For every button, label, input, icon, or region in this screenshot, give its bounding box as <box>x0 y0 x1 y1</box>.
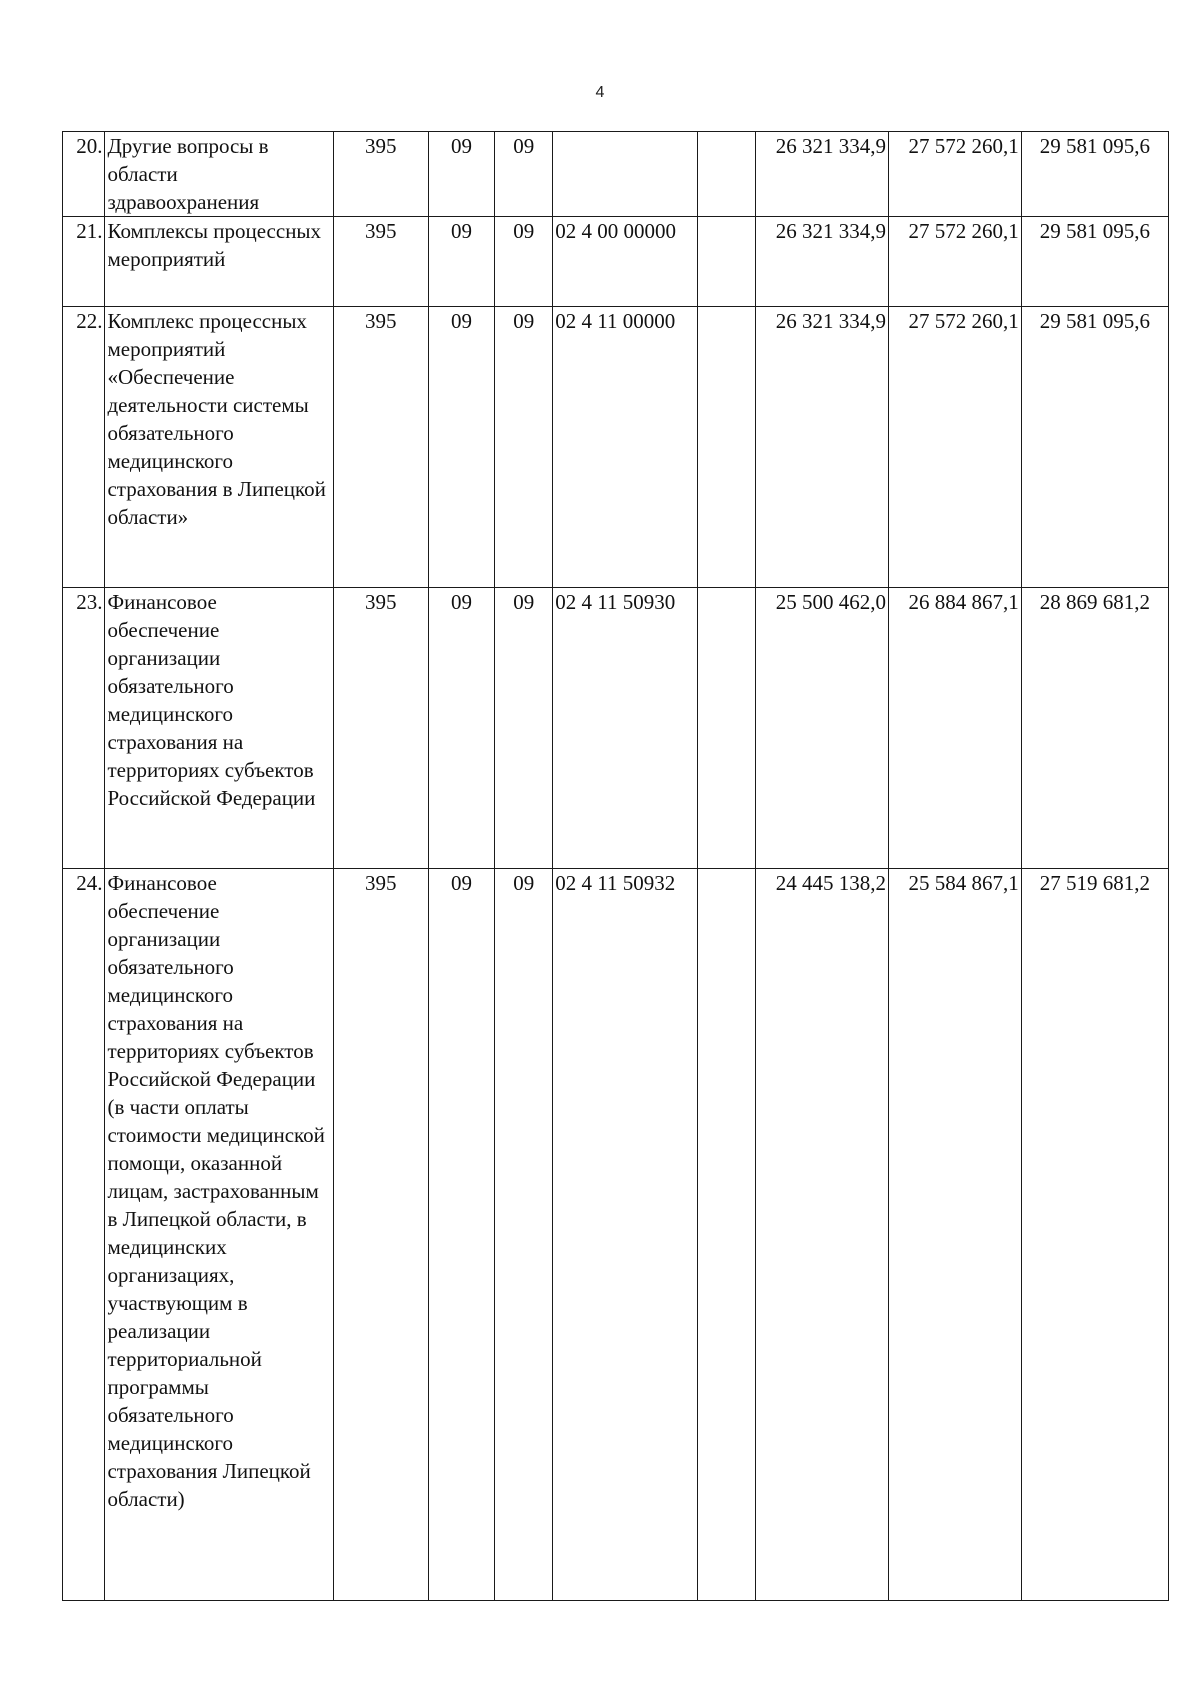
row-name: Финансовое обеспечение организации обязательного медицинского страхования на территориях субъектов Российской Федерации <box>105 588 333 869</box>
section-code: 09 <box>428 869 494 1601</box>
subsection-code: 09 <box>495 588 553 869</box>
grbs-code: 395 <box>333 307 428 588</box>
amount-year-3: 29 581 095,6 <box>1021 307 1168 588</box>
target-article-code <box>553 132 698 217</box>
expense-type-code <box>698 869 756 1601</box>
expense-type-code <box>698 588 756 869</box>
amount-year-2: 27 572 260,1 <box>889 132 1022 217</box>
amount-year-2: 27 572 260,1 <box>889 307 1022 588</box>
subsection-code: 09 <box>495 307 553 588</box>
grbs-code: 395 <box>333 588 428 869</box>
row-name: Комплекс процессных мероприятий «Обеспечение деятельности системы обязательного медицинского страхования в Липецкой области» <box>105 307 333 588</box>
table-row <box>63 132 1169 217</box>
table-row <box>63 588 1169 869</box>
page-number: 4 <box>595 84 605 101</box>
amount-year-1: 26 321 334,9 <box>756 217 889 307</box>
row-number: 22. <box>63 307 105 588</box>
expense-type-code <box>698 217 756 307</box>
section-code: 09 <box>428 588 494 869</box>
table-row <box>63 307 1169 588</box>
amount-year-3: 28 869 681,2 <box>1021 588 1168 869</box>
table-row <box>63 869 1169 1601</box>
subsection-code: 09 <box>495 217 553 307</box>
section-code: 09 <box>428 217 494 307</box>
expense-type-code <box>698 132 756 217</box>
expense-type-code <box>698 307 756 588</box>
section-code: 09 <box>428 307 494 588</box>
row-name: Комплексы процессных мероприятий <box>105 217 333 307</box>
row-number: 20. <box>63 132 105 217</box>
section-code: 09 <box>428 132 494 217</box>
amount-year-2: 26 884 867,1 <box>889 588 1022 869</box>
target-article-code: 02 4 11 00000 <box>553 307 698 588</box>
target-article-code: 02 4 11 50932 <box>553 869 698 1601</box>
grbs-code: 395 <box>333 132 428 217</box>
amount-year-1: 26 321 334,9 <box>756 132 889 217</box>
table-row <box>63 217 1169 307</box>
row-name: Финансовое обеспечение организации обязательного медицинского страхования на территориях субъектов Российской Федерации (в части оплаты стоимости медицинской помощи, оказанной лицам, застрахованным в Липецкой области, в медицинских организациях, участвующим в реализации территориальной программы обязательного медицинского страхования Липецкой области) <box>105 869 333 1601</box>
row-number: 24. <box>63 869 105 1601</box>
row-number: 21. <box>63 217 105 307</box>
budget-table <box>62 131 1169 1601</box>
amount-year-2: 25 584 867,1 <box>889 869 1022 1601</box>
grbs-code: 395 <box>333 869 428 1601</box>
amount-year-1: 25 500 462,0 <box>756 588 889 869</box>
target-article-code: 02 4 00 00000 <box>553 217 698 307</box>
row-number: 23. <box>63 588 105 869</box>
subsection-code: 09 <box>495 132 553 217</box>
subsection-code: 09 <box>495 869 553 1601</box>
amount-year-1: 24 445 138,2 <box>756 869 889 1601</box>
row-name: Другие вопросы в области здравоохранения <box>105 132 333 217</box>
amount-year-2: 27 572 260,1 <box>889 217 1022 307</box>
amount-year-3: 29 581 095,6 <box>1021 217 1168 307</box>
amount-year-3: 27 519 681,2 <box>1021 869 1168 1601</box>
amount-year-3: 29 581 095,6 <box>1021 132 1168 217</box>
amount-year-1: 26 321 334,9 <box>756 307 889 588</box>
target-article-code: 02 4 11 50930 <box>553 588 698 869</box>
grbs-code: 395 <box>333 217 428 307</box>
